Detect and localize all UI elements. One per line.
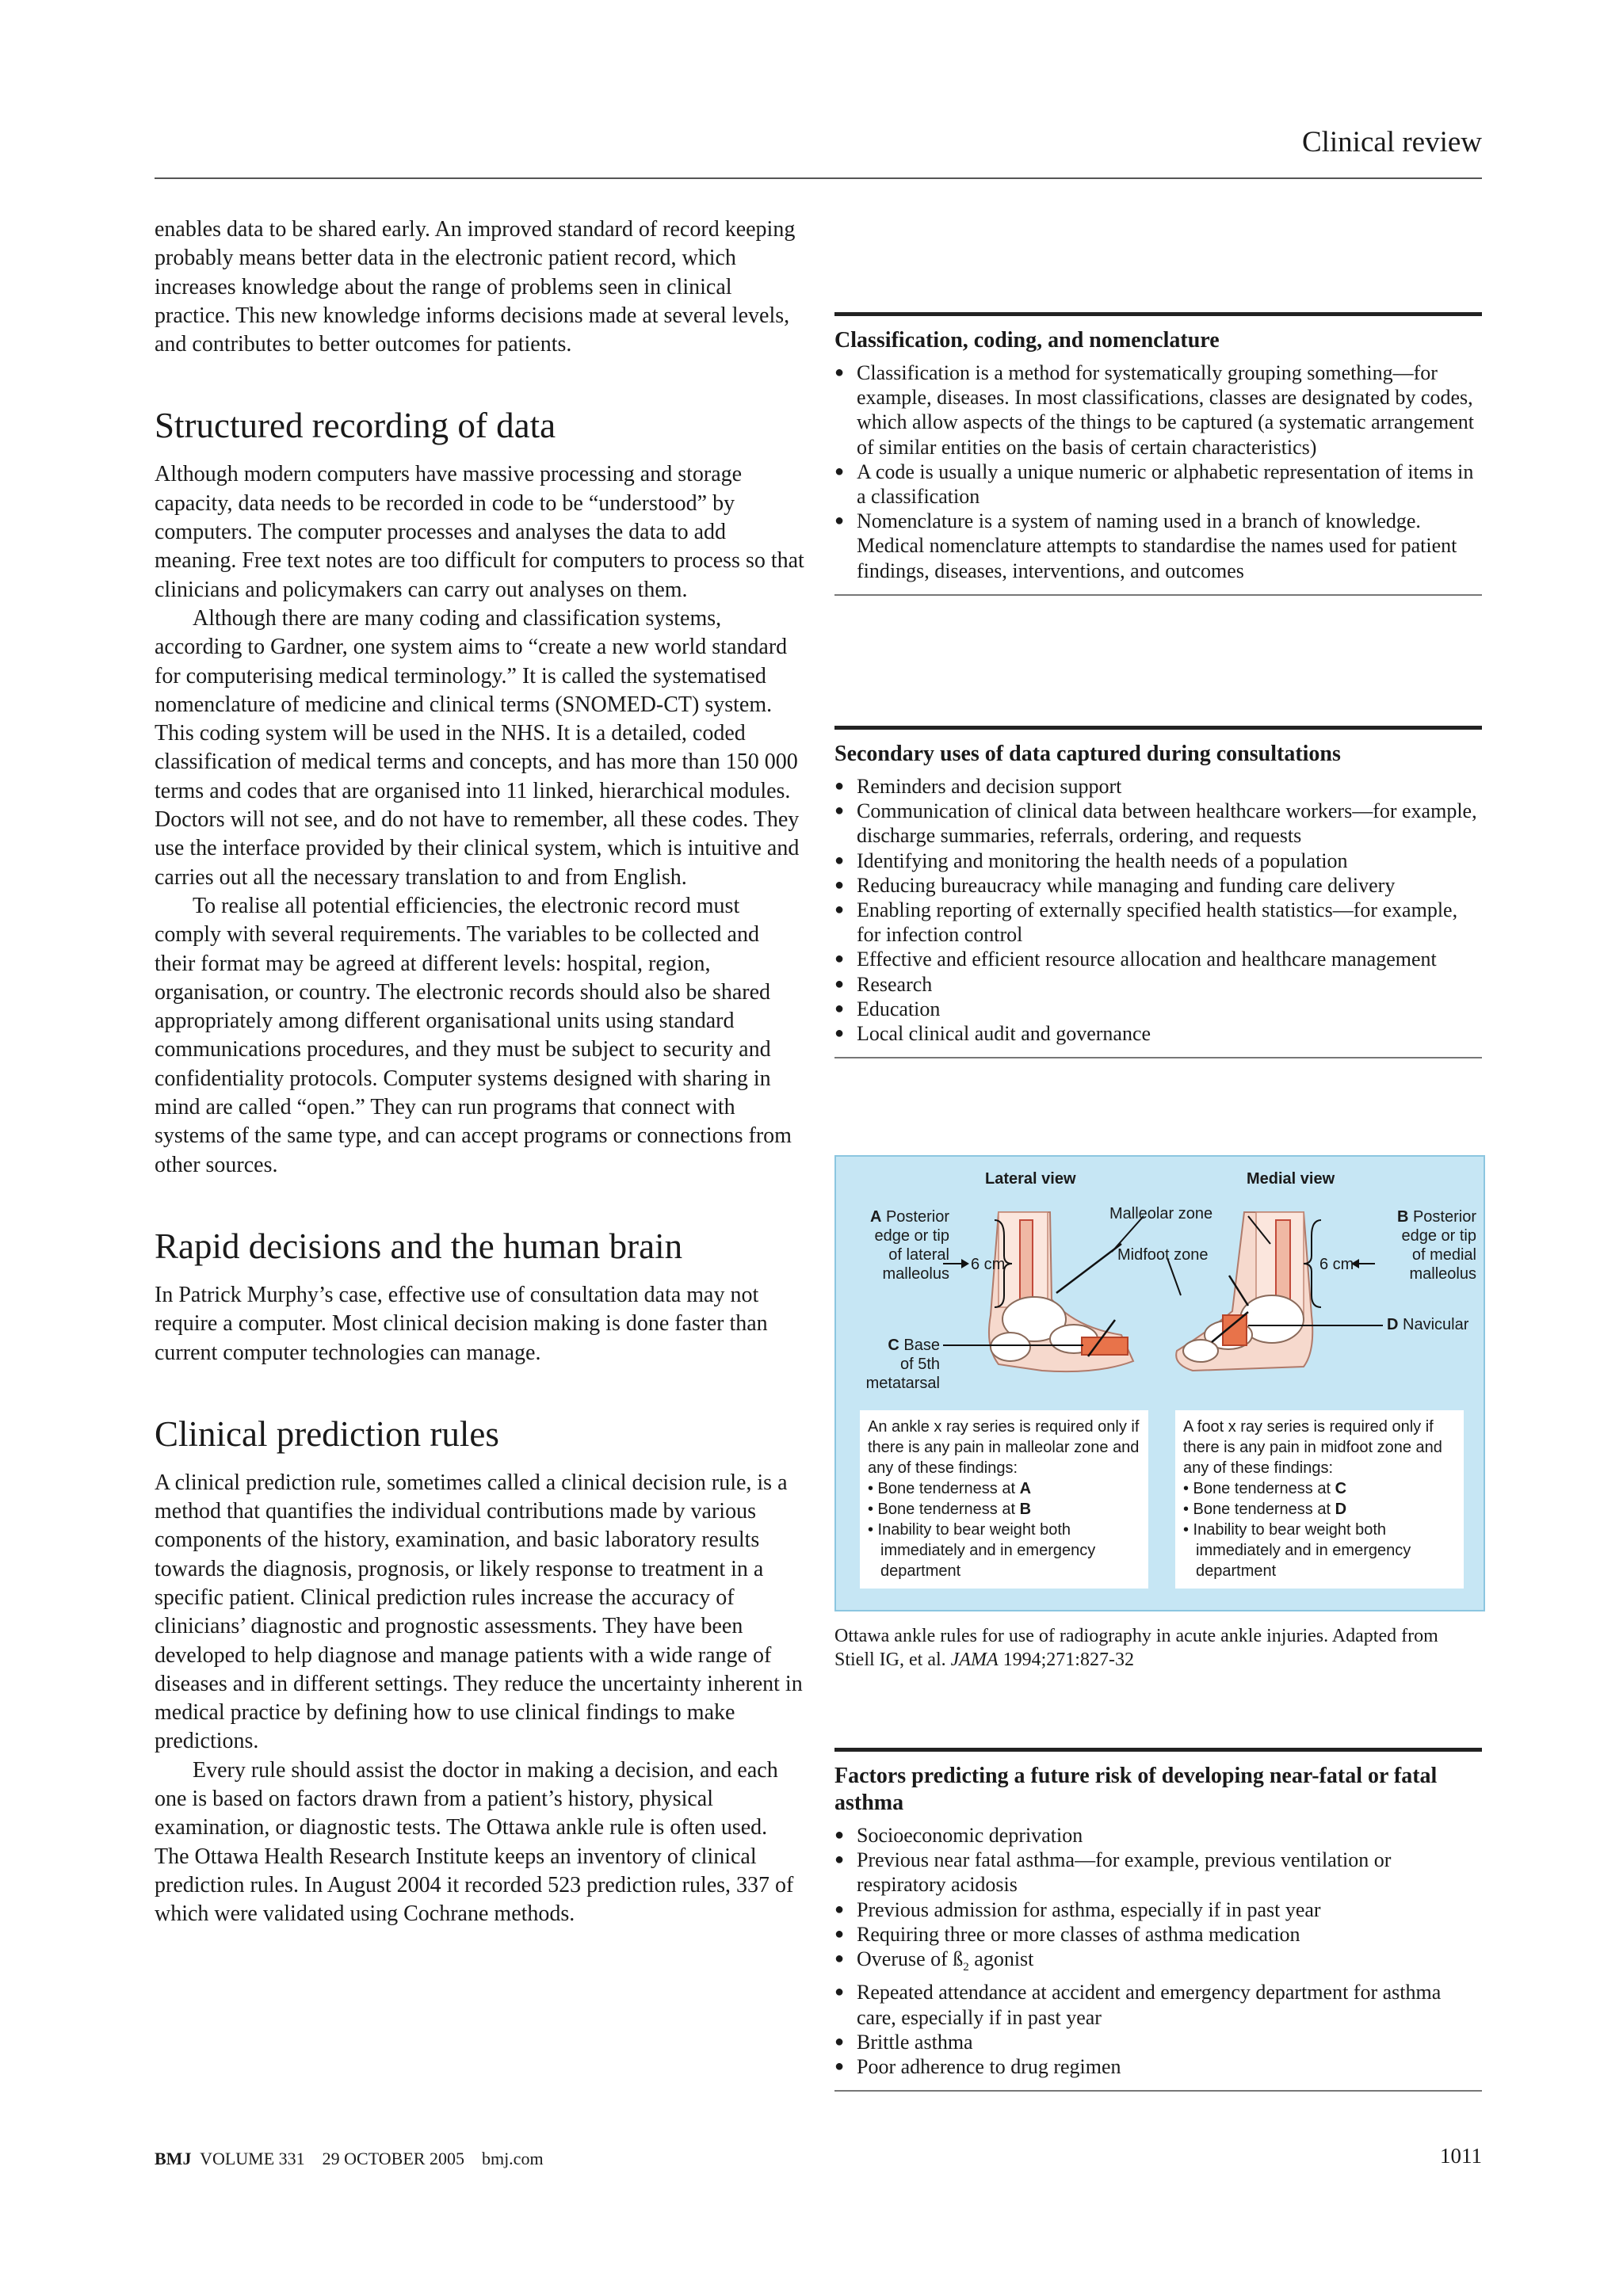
ankle-criteria-item: • Bone tenderness at B [868,1501,1032,1518]
left-column [155,215,804,1929]
paragraph-structured-1: Although modern computers have massive processing and storage capacity, data needs to be recorded in code to be “understood” by computers. The computer processes and analyses the data to add meaning. Free text notes are too difficult for computers to process so that clinicians and policymakers can carry out analyses on them. [155,462,804,602]
list-item: ● Education [834,997,1482,1021]
box-asthma [834,1748,1482,2092]
label-a: A Posterior edge or tip of lateral malleolus [869,1208,949,1283]
list-item: ● Effective and efficient resource allocation and healthcare management [834,947,1482,971]
list-item: ● Requiring three or more classes of asthma medication [834,1922,1482,1947]
list-item: ● Overuse of $ß_2$ agonist [834,1947,1482,1980]
box-classification-title: Classification, coding, and nomenclature [834,328,1220,353]
box-rule-bottom [834,594,1482,596]
footer-site: bmj.com [481,2149,544,2168]
intro-paragraph: enables data to be shared early. An improved standard of record keeping probably means better data in the electronic patient record, which increases knowledge about the range of problems seen in clinical practice. This new knowledge informs decisions made at several levels, and contributes to better outcomes for patients. [155,217,796,357]
label-d: D Navicular [1387,1316,1469,1333]
figure-caption: Ottawa ankle rules for use of radiography in acute ankle injuries. Adapted from Stiell IG, et al. JAMA 1994;271:827-32 [834,1626,1438,1670]
label-b-letter: B [1396,1208,1409,1226]
label-b: B Posterior edge or tip of medial malleolus [1396,1208,1476,1283]
six-cm-right-label: 6 cm [1319,1256,1354,1273]
heading-structured-recording: Structured recording of data [155,406,556,446]
list-item: ● Reminders and decision support [834,774,1482,799]
lateral-view-label: Lateral view [985,1170,1076,1188]
box-rule-top [834,312,1482,316]
list-item: ● Enabling reporting of externally specified health statistics—for example, for infection control [834,898,1482,947]
box-rule-top [834,1748,1482,1752]
foot-criteria-intro: A foot x ray series is required only if there is any pain in midfoot zone and any of these findings: [1183,1418,1442,1477]
paragraph-structured-2: Although there are many coding and classification systems, according to Gardner, one system aims to “create a new world standard for computerising medical terminology.” It is called the systematised nomenclature of medicine and clinical terms (SNOMED-CT) system. This coding system will be used in the NHS. It is a detailed, coded classification of medical terms and concepts, and has more than 150 000 terms and codes that are organised into 11 linked, hierarchical modules. Doctors will not see, and do not have to remember, all these codes. They use the interface provided by their clinical system, which is intuitive and carries out all the necessary translation to and from English. [155,605,800,890]
box-rule-bottom [834,2090,1482,2092]
list-item: ● Reducing bureaucracy while managing and funding care delivery [834,873,1482,898]
caption-journal: JAMA [950,1650,999,1670]
heading-prediction-rules: Clinical prediction rules [155,1413,499,1454]
box-secondary-title: Secondary uses of data captured during consultations [834,742,1341,766]
lateral-foot-illustration [989,1212,1133,1371]
label-c-letter: C [888,1337,899,1354]
label-a-letter: A [869,1208,882,1226]
footer-date: 29 OCTOBER 2005 [322,2149,464,2168]
page-footer [155,2149,544,2169]
box-secondary-uses [834,726,1482,1058]
ottawa-figure-panel [834,1155,1485,1611]
ankle-criteria-intro: An ankle x ray series is required only if there is any pain in malleolar zone and any of these findings: [868,1418,1140,1477]
box-rule-top [834,726,1482,730]
list-item: ● Classification is a method for systematically grouping something—for example, diseases. In most classifications, classes are designated by codes, which allow aspects of the things to be captured (a systematic arrangement of similar entities on the basis of certain characteristics) [834,360,1482,460]
list-item: ● A code is usually a unique numeric or alphabetic representation of items in a classification [834,460,1482,509]
label-c: C Base of 5th metatarsal [865,1337,940,1392]
page-number: 1011 [1440,2144,1482,2168]
list-item: ● Local clinical audit and governance [834,1021,1482,1046]
footer-journal: BMJ [155,2149,192,2168]
foot-criteria-item: • Bone tenderness at C [1183,1480,1347,1497]
foot-xray-criteria-box [1175,1410,1464,1589]
medial-view-label: Medial view [1247,1170,1335,1188]
medial-foot-illustration [1176,1212,1312,1371]
foot-criteria-item: • Inability to bear weight both immediately and in emergency department [1183,1521,1411,1580]
list-item: ● Socioeconomic deprivation [834,1823,1482,1848]
box-classification [834,312,1482,596]
label-d-letter: D [1387,1316,1399,1333]
ankle-criteria-item: • Inability to bear weight both immediately and in emergency department [868,1521,1096,1580]
list-item: ● Brittle asthma [834,2030,1482,2054]
box-asthma-title: Factors predicting a future risk of developing near-fatal or fatal asthma [834,1764,1438,1815]
box-rule-bottom [834,1057,1482,1058]
list-item: ● Poor adherence to drug regimen [834,2054,1482,2079]
midfoot-zone-label: Midfoot zone [1117,1246,1209,1264]
box-secondary-list [834,774,1482,1046]
list-item: ● Repeated attendance at accident and emergency department for asthma care, especially if in past year [834,1980,1482,2029]
list-item: ● Nomenclature is a system of naming used in a branch of knowledge. Medical nomenclature attempts to standardise the names used for patient findings, diseases, interventions, and outcomes [834,509,1482,583]
box-asthma-list [834,1823,1482,2079]
list-item: ● Communication of clinical data between healthcare workers—for example, discharge summaries, referrals, ordering, and requests [834,799,1482,848]
ankle-xray-criteria-box [860,1410,1148,1589]
list-item: ● Previous near fatal asthma—for example, previous ventilation or respiratory acidosis [834,1848,1482,1897]
six-cm-left-label: 6 cm [971,1256,1006,1273]
heading-rapid-decisions: Rapid decisions and the human brain [155,1226,683,1266]
paragraph-rules-2: Every rule should assist the doctor in making a decision, and each one is based on factors drawn from a patient’s history, physical examination, or diagnostic tests. The Ottawa ankle rule is often used. The Ottawa Health Research Institute keeps an inventory of clinical prediction rules. In August 2004 it recorded 523 prediction rules, 337 of which were validated using Cochrane methods. [155,1757,794,1927]
list-item: ● Identifying and monitoring the health needs of a population [834,849,1482,873]
paragraph-rapid: In Patrick Murphy’s case, effective use of consultation data may not require a computer. Most clinical decision making is done faster than current computer technologies can manage. [155,1282,768,1365]
ankle-criteria-item: • Bone tenderness at A [868,1480,1032,1497]
section-label: Clinical review [1301,126,1482,158]
footer-volume: VOLUME 331 [200,2149,305,2168]
list-item: ● Research [834,972,1482,997]
paragraph-rules-1: A clinical prediction rule, sometimes called a clinical decision rule, is a method that quantifies the individual contributions made by various components of the history, examination, and basic laboratory results towards the diagnosis, prognosis, or likely response to treatment in a specific patient. Clinical prediction rules increase the accuracy of clinicians’ diagnostic and prognostic assessments. They have been developed to help diagnose and manage patients with a wide range of diseases and in different settings. They reduce the uncertainty inherent in medical practice by defining how to use clinical findings to make predictions. [155,1470,803,1754]
box-classification-list [834,360,1482,583]
foot-criteria-item: • Bone tenderness at D [1183,1501,1347,1518]
malleolar-zone-label: Malleolar zone [1109,1205,1213,1222]
paragraph-structured-3: To realise all potential efficiencies, the electronic record must comply with several requirements. The variables to be collected and their format may be agreed at different levels: hospital, region, organisation, or country. The electronic records should also be shared appropriately among different organisational units using standard communications procedures, and they must be subject to security and confidentiality protocols. Computer systems designed with sharing in mind are called “open.” They can run programs that connect with systems of the same type, and can accept programs or connections from other sources. [155,893,792,1177]
header-rule [155,177,1482,179]
list-item: ● Previous admission for asthma, especially if in past year [834,1897,1482,1922]
